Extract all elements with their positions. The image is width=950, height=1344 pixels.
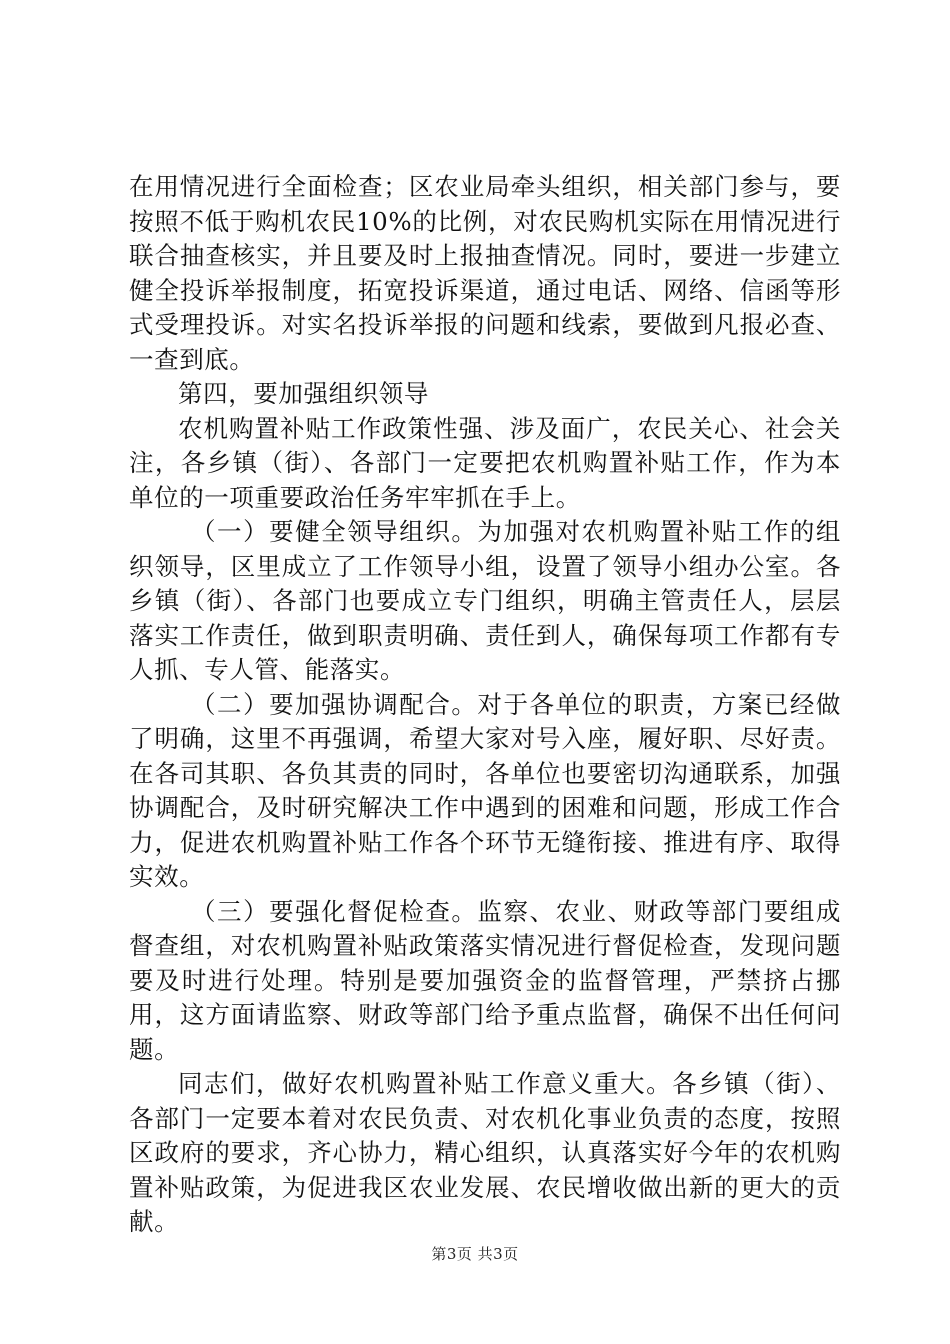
paragraph-closing: 同志们，做好农机购置补贴工作意义重大。各乡镇（街）、各部门一定要本着对农民负责、对农机化事业负责的态度，按照区政府的要求，齐心协力，精心组织，认真落实好今年的农机购置补贴政策，为促进我区农业发展、农民增收做出新的更大的贡献。 — [129, 1069, 841, 1236]
document-body — [129, 170, 841, 1240]
paragraph-item-one: （一）要健全领导组织。为加强对农机购置补贴工作的组织领导，区里成立了工作领导小组，设置了领导小组办公室。各乡镇（街）、各部门也要成立专门组织，明确主管责任人，层层落实工作责任，做到职责明确、责任到人，确保每项工作都有专人抓、专人管、能落实。 — [129, 517, 841, 684]
section-heading-fourth: 第四，要加强组织领导 — [178, 379, 429, 408]
paragraph-organization-intro: 农机购置补贴工作政策性强、涉及面广，农民关心、社会关注，各乡镇（街）、各部门一定要把农机购置补贴工作，作为本单位的一项重要政治任务牢牢抓在手上。 — [129, 413, 841, 512]
page-number-footer: 第3页 共3页 — [431, 1245, 519, 1263]
paragraph-inspection-continued: 在用情况进行全面检查；区农业局牵头组织，相关部门参与，要按照不低于购机农民10%的比例，对农民购机实际在用情况进行联合抽查核实，并且要及时上报抽查情况。同时，要进一步建立健全投诉举报制度，拓宽投诉渠道，通过电话、网络、信函等形式受理投诉。对实名投诉举报的问题和线索，要做到凡报必查、一查到底。 — [129, 172, 841, 374]
paragraph-item-two: （二）要加强协调配合。对于各单位的职责，方案已经做了明确，这里不再强调，希望大家对号入座，履好职、尽好责。在各司其职、各负其责的同时，各单位也要密切沟通联系，加强协调配合，及时研究解决工作中遇到的困难和问题，形成工作合力，促进农机购置补贴工作各个环节无缝衔接、推进有序、取得实效。 — [129, 689, 841, 891]
paragraph-item-three: （三）要强化督促检查。监察、农业、财政等部门要组成督查组，对农机购置补贴政策落实情况进行督促检查，发现问题要及时进行处理。特别是要加强资金的监督管理，严禁挤占挪用，这方面请监察、财政等部门给予重点监督，确保不出任何问题。 — [129, 896, 841, 1064]
